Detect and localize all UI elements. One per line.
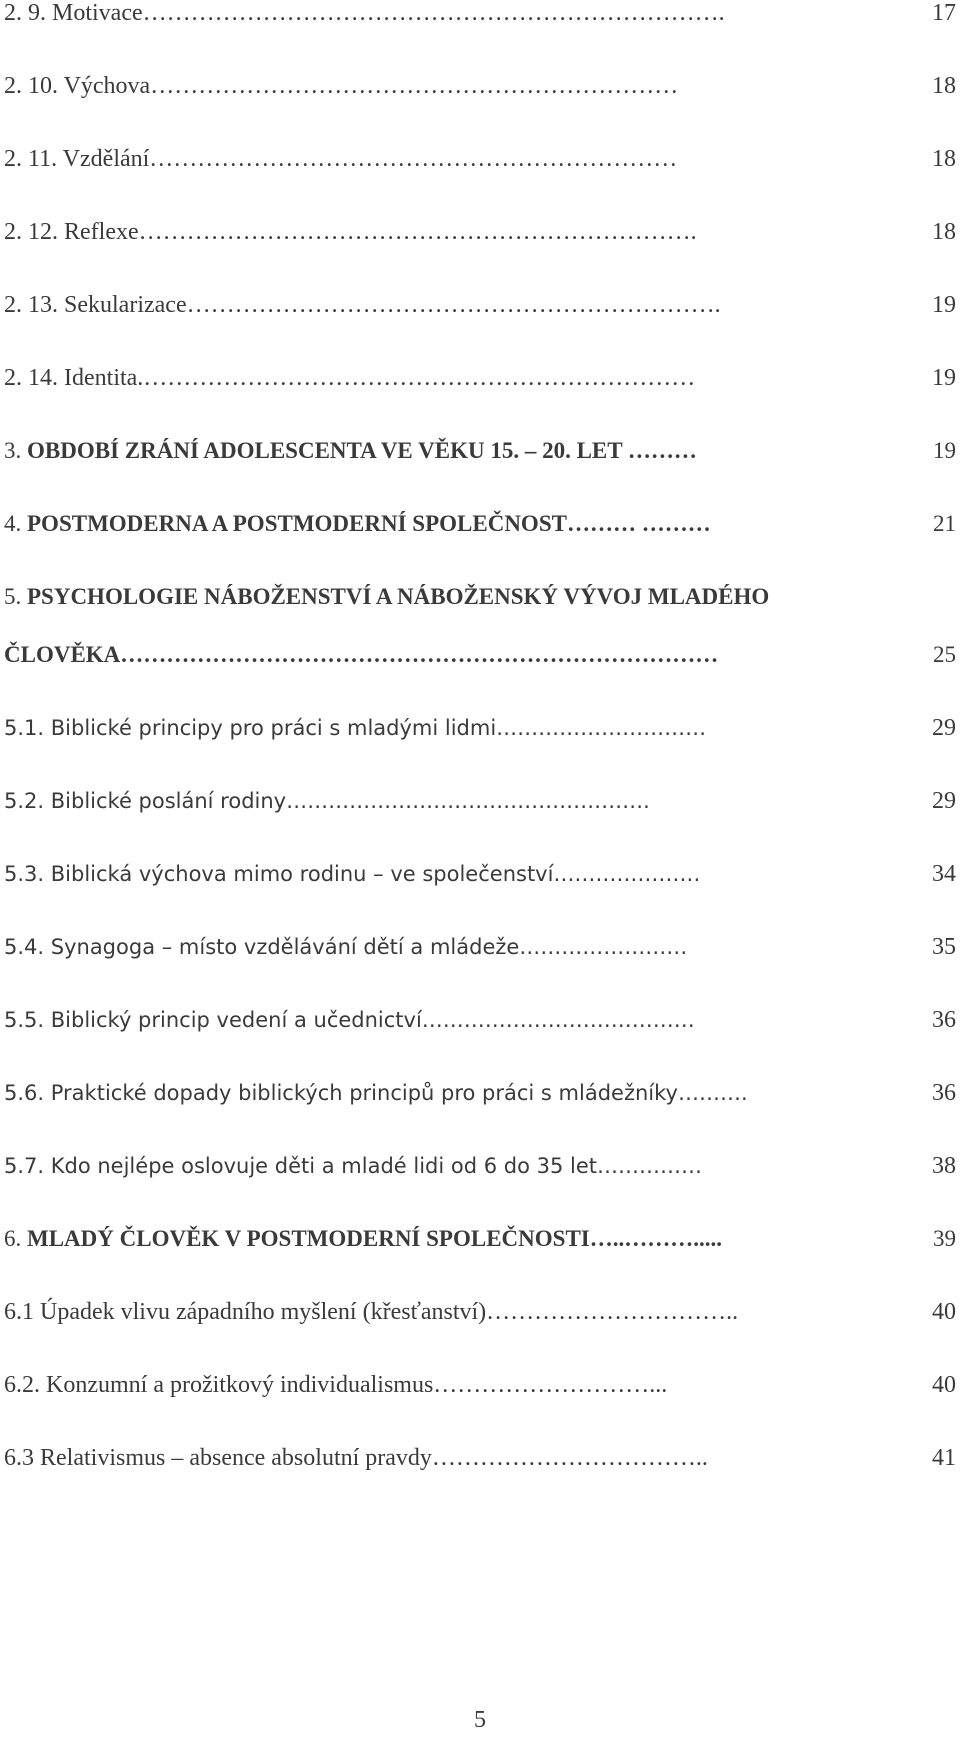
toc-entry-title: 5.4. Synagoga – místo vzdělávání dětí a mládeže…………………… bbox=[4, 935, 688, 959]
toc-chapter-title: PSYCHOLOGIE NÁBOŽENSTVÍ A NÁBOŽENSKÝ VÝVOJ MLADÉHO bbox=[27, 584, 770, 609]
toc-page-number: 19 bbox=[932, 365, 956, 391]
toc-entry-2-9 bbox=[4, 0, 960, 33]
toc-entry-title: 5.6. Praktické dopady biblických principů pro práci s mládežníky………. bbox=[4, 1081, 748, 1105]
toc-entry-title: 6.2. Konzumní a prožitkový individualismus………………………... bbox=[4, 1372, 668, 1398]
toc-entry-title: 5.1. Biblické principy pro práci s mladými lidmi………………………… bbox=[4, 716, 707, 740]
toc-page-number: 18 bbox=[932, 146, 956, 172]
toc-page-number: 21 bbox=[933, 511, 956, 536]
toc-page-number: 19 bbox=[932, 292, 956, 318]
toc-entry-title: 5.7. Kdo nejlépe oslovuje děti a mladé lidi od 6 do 35 let…………… bbox=[4, 1154, 703, 1178]
toc-entry-title: 2. 11. Vzdělání………………………………………………………… bbox=[4, 146, 678, 172]
toc-entry-5-5 bbox=[4, 1000, 960, 1040]
toc-page-number: 41 bbox=[932, 1445, 956, 1471]
toc-entry-title: 6.1 Úpadek vlivu západního myšlení (křesťanství)………………………….. bbox=[4, 1299, 739, 1325]
toc-entry-6-1 bbox=[4, 1292, 960, 1332]
toc-entry-5-7 bbox=[4, 1146, 960, 1186]
toc-entry-title: 5.3. Biblická výchova mimo rodinu – ve společenství………………… bbox=[4, 862, 701, 886]
toc-entry-5-1 bbox=[4, 708, 960, 748]
toc-entry-title: 2. 9. Motivace………………………………………………………………. bbox=[4, 0, 725, 26]
toc-entry-2-11 bbox=[4, 139, 960, 179]
toc-chapter-5-continued bbox=[4, 635, 960, 675]
toc-page-number: 17 bbox=[932, 0, 956, 26]
toc-entry-5-6 bbox=[4, 1073, 960, 1113]
toc-entry-5-4 bbox=[4, 927, 960, 967]
toc-entry-title: 2. 12. Reflexe……………………………………………………………. bbox=[4, 219, 697, 245]
toc-entry-title: 2. 10. Výchova………………………………………………………… bbox=[4, 73, 679, 99]
toc-page-number: 19 bbox=[933, 438, 956, 463]
toc-page-number: 35 bbox=[932, 934, 956, 960]
toc-page-number: 40 bbox=[932, 1299, 956, 1325]
toc-page-number: 25 bbox=[933, 642, 956, 667]
toc-page-number: 38 bbox=[932, 1153, 956, 1179]
page-number-footer: 5 bbox=[474, 1707, 486, 1733]
toc-page-number: 18 bbox=[932, 73, 956, 99]
toc-entry-5-2 bbox=[4, 781, 960, 821]
toc-entry-2-14 bbox=[4, 358, 960, 398]
toc-chapter-title: OBDOBÍ ZRÁNÍ ADOLESCENTA VE VĚKU 15. – 20. LET ……… bbox=[27, 438, 697, 463]
toc-entry-title: 2. 13. Sekularizace…………………………………………………………. bbox=[4, 292, 721, 318]
toc-chapter-number: 4. bbox=[4, 511, 27, 536]
toc-entry-2-13 bbox=[4, 285, 960, 325]
toc-chapter-number: 6. bbox=[4, 1226, 27, 1251]
toc-entry-title: 5.2. Biblické poslání rodiny……………………………………………. bbox=[4, 789, 650, 813]
toc-page-number: 34 bbox=[932, 861, 956, 887]
toc-chapter-title: POSTMODERNA A POSTMODERNÍ SPOLEČNOST……… ……… bbox=[27, 511, 711, 536]
toc-entry-title: 2. 14. Identita.…………………………………………………………… bbox=[4, 365, 696, 391]
toc-page-number: 39 bbox=[933, 1226, 956, 1251]
toc-entry-2-10 bbox=[4, 66, 960, 106]
toc-chapter-4 bbox=[4, 504, 960, 544]
toc-page-number: 36 bbox=[932, 1080, 956, 1106]
toc-page-number: 29 bbox=[932, 715, 956, 741]
toc-chapter-5 bbox=[4, 577, 960, 617]
toc-entry-5-3 bbox=[4, 854, 960, 894]
toc-entry-2-12 bbox=[4, 212, 960, 252]
toc-page-number: 36 bbox=[932, 1007, 956, 1033]
toc-entry-6-2 bbox=[4, 1365, 960, 1405]
toc-chapter-number: 5. bbox=[4, 584, 27, 609]
toc-page-number: 40 bbox=[932, 1372, 956, 1398]
toc-entry-6-3 bbox=[4, 1438, 960, 1478]
toc-chapter-6 bbox=[4, 1219, 960, 1259]
toc-page-number: 29 bbox=[932, 788, 956, 814]
toc-page-number: 18 bbox=[932, 219, 956, 245]
toc-chapter-number: 3. bbox=[4, 438, 27, 463]
toc-entry-title: 5.5. Biblický princip vedení a učednictví………………………………… bbox=[4, 1008, 695, 1032]
toc-entry-title: 6.3 Relativismus – absence absolutní pravdy…………………………….. bbox=[4, 1445, 708, 1471]
toc-chapter-title: ČLOVĚKA…………………………………………………………………… bbox=[4, 642, 719, 667]
toc-chapter-3 bbox=[4, 431, 960, 471]
toc-chapter-title: MLADÝ ČLOVĚK V POSTMODERNÍ SPOLEČNOSTI…..………..... bbox=[27, 1226, 722, 1251]
